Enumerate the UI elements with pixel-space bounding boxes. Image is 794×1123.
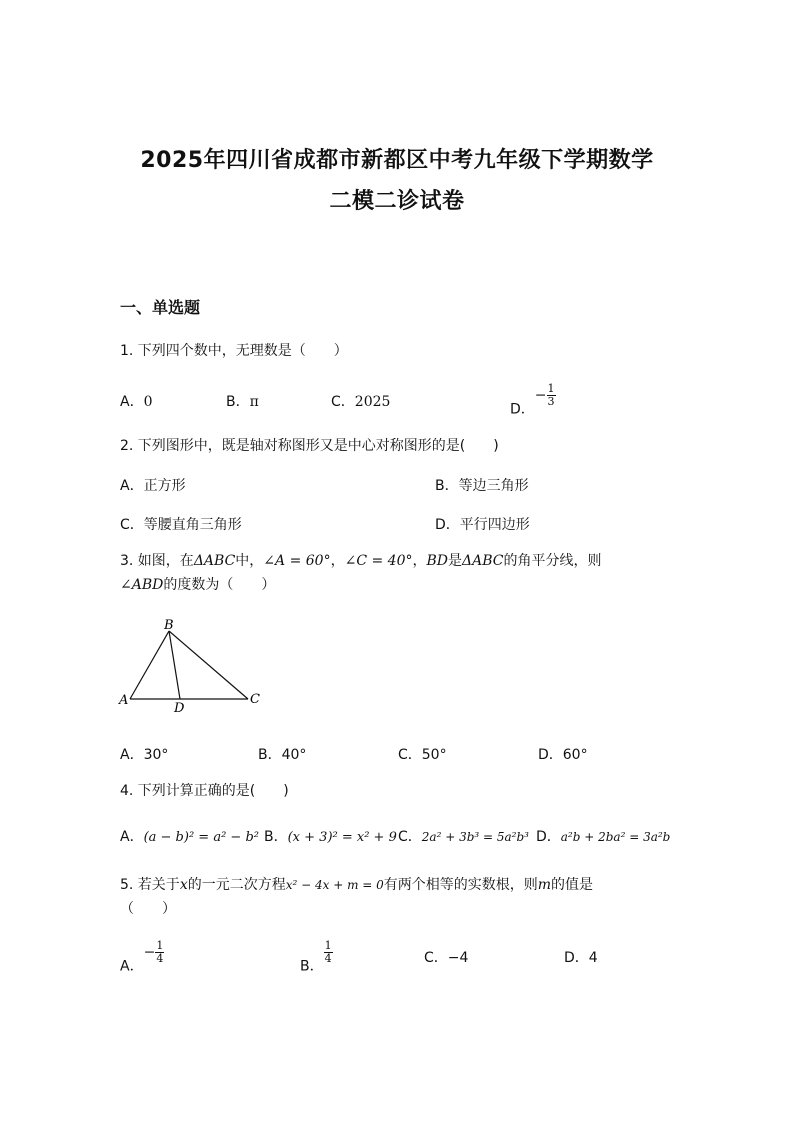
q4-option-d-value: a²b + 2ba² = 3a²b xyxy=(560,830,671,844)
question-5-stem-line2: （ ） xyxy=(120,901,176,917)
q4-option-c-value: 2a² + 3b³ = 5a²b³ xyxy=(421,830,529,844)
question-3-stem: 3. 如图，在ΔABC中，∠A = 60°，∠C = 40°，BD是ΔABC的角平分线，则 xyxy=(120,553,602,569)
q3-option-b[interactable]: B．40° xyxy=(258,747,307,763)
question-3-stem-line2: ∠ABD的度数为（ ） xyxy=(120,577,276,593)
q2-option-d[interactable]: D．平行四边形 xyxy=(435,517,530,533)
q4-option-b-value: (x + 3)² = x² + 9 xyxy=(287,830,397,845)
q1-option-a-label: A． xyxy=(120,394,144,410)
q1-option-d-label: D． xyxy=(510,401,535,418)
q5-option-b-fraction: $\frac{1}{4}$ xyxy=(324,939,332,965)
q4-option-a-value: (a − b)² = a² − b² xyxy=(143,830,259,845)
q4-option-d-label: D． xyxy=(536,829,561,845)
q3-option-c[interactable]: C．50° xyxy=(398,747,447,763)
q1-option-b-label: B． xyxy=(226,394,250,410)
q1-option-d-sign: − xyxy=(534,387,547,404)
q1-option-a-value: 0 xyxy=(143,394,153,410)
question-5-stem: 5. 若关于x的一元二次方程x² − 4x + m = 0有两个相等的实数根，则m的值是 xyxy=(120,877,594,893)
q5-option-b-label: B． xyxy=(300,958,324,975)
q1-option-d-fraction: $\frac{1}{3}$ xyxy=(547,382,555,408)
figure-label-c: C xyxy=(250,692,260,707)
q5-option-a-label: A． xyxy=(120,958,144,975)
page-title-line2: 二模二诊试卷 xyxy=(329,189,465,214)
q4-option-a[interactable] xyxy=(120,826,259,846)
q1-option-c[interactable] xyxy=(331,391,390,411)
question-2-stem: 2. 下列图形中，既是轴对称图形又是中心对称图形的是( ) xyxy=(120,438,499,454)
figure-label-b: B xyxy=(164,618,174,633)
q2-option-b[interactable]: B．等边三角形 xyxy=(435,478,529,494)
q5-option-d[interactable]: D．4 xyxy=(564,950,598,966)
q3-option-d[interactable]: D．60° xyxy=(538,747,588,763)
q5-option-b[interactable] xyxy=(300,940,333,976)
section-heading: 一、单选题 xyxy=(120,298,201,317)
q4-option-b-label: B． xyxy=(264,829,288,845)
q5-option-a-sign: − xyxy=(143,944,156,961)
q1-option-b[interactable] xyxy=(226,391,259,411)
q1-option-a[interactable] xyxy=(120,391,153,411)
q5-option-a[interactable] xyxy=(120,940,164,976)
page-title-line1: 2025年四川省成都市新都区中考九年级下学期数学 xyxy=(140,148,654,173)
q4-option-c[interactable] xyxy=(398,826,529,846)
q1-option-d[interactable] xyxy=(510,383,556,419)
figure-label-d: D xyxy=(174,701,185,716)
figure-label-a: A xyxy=(119,693,129,708)
q1-option-c-value: 2025 xyxy=(354,394,391,410)
question-4-stem: 4. 下列计算正确的是( ) xyxy=(120,783,289,799)
q4-option-b[interactable] xyxy=(264,826,397,846)
q4-option-c-label: C． xyxy=(398,829,422,845)
q4-option-d[interactable] xyxy=(536,826,670,846)
q2-option-c[interactable]: C．等腰直角三角形 xyxy=(120,517,242,533)
q1-option-c-label: C． xyxy=(331,394,355,410)
q1-option-b-value: π xyxy=(249,394,259,410)
triangle-figure xyxy=(116,615,266,720)
q2-option-a[interactable]: A．正方形 xyxy=(120,478,186,494)
q5-option-c[interactable]: C．−4 xyxy=(424,950,469,966)
question-1-stem: 1. 下列四个数中，无理数是（ ） xyxy=(120,343,348,359)
q5-option-a-fraction: $\frac{1}{4}$ xyxy=(156,939,164,965)
q3-option-a[interactable]: A．30° xyxy=(120,747,169,763)
q4-option-a-label: A． xyxy=(120,829,144,845)
